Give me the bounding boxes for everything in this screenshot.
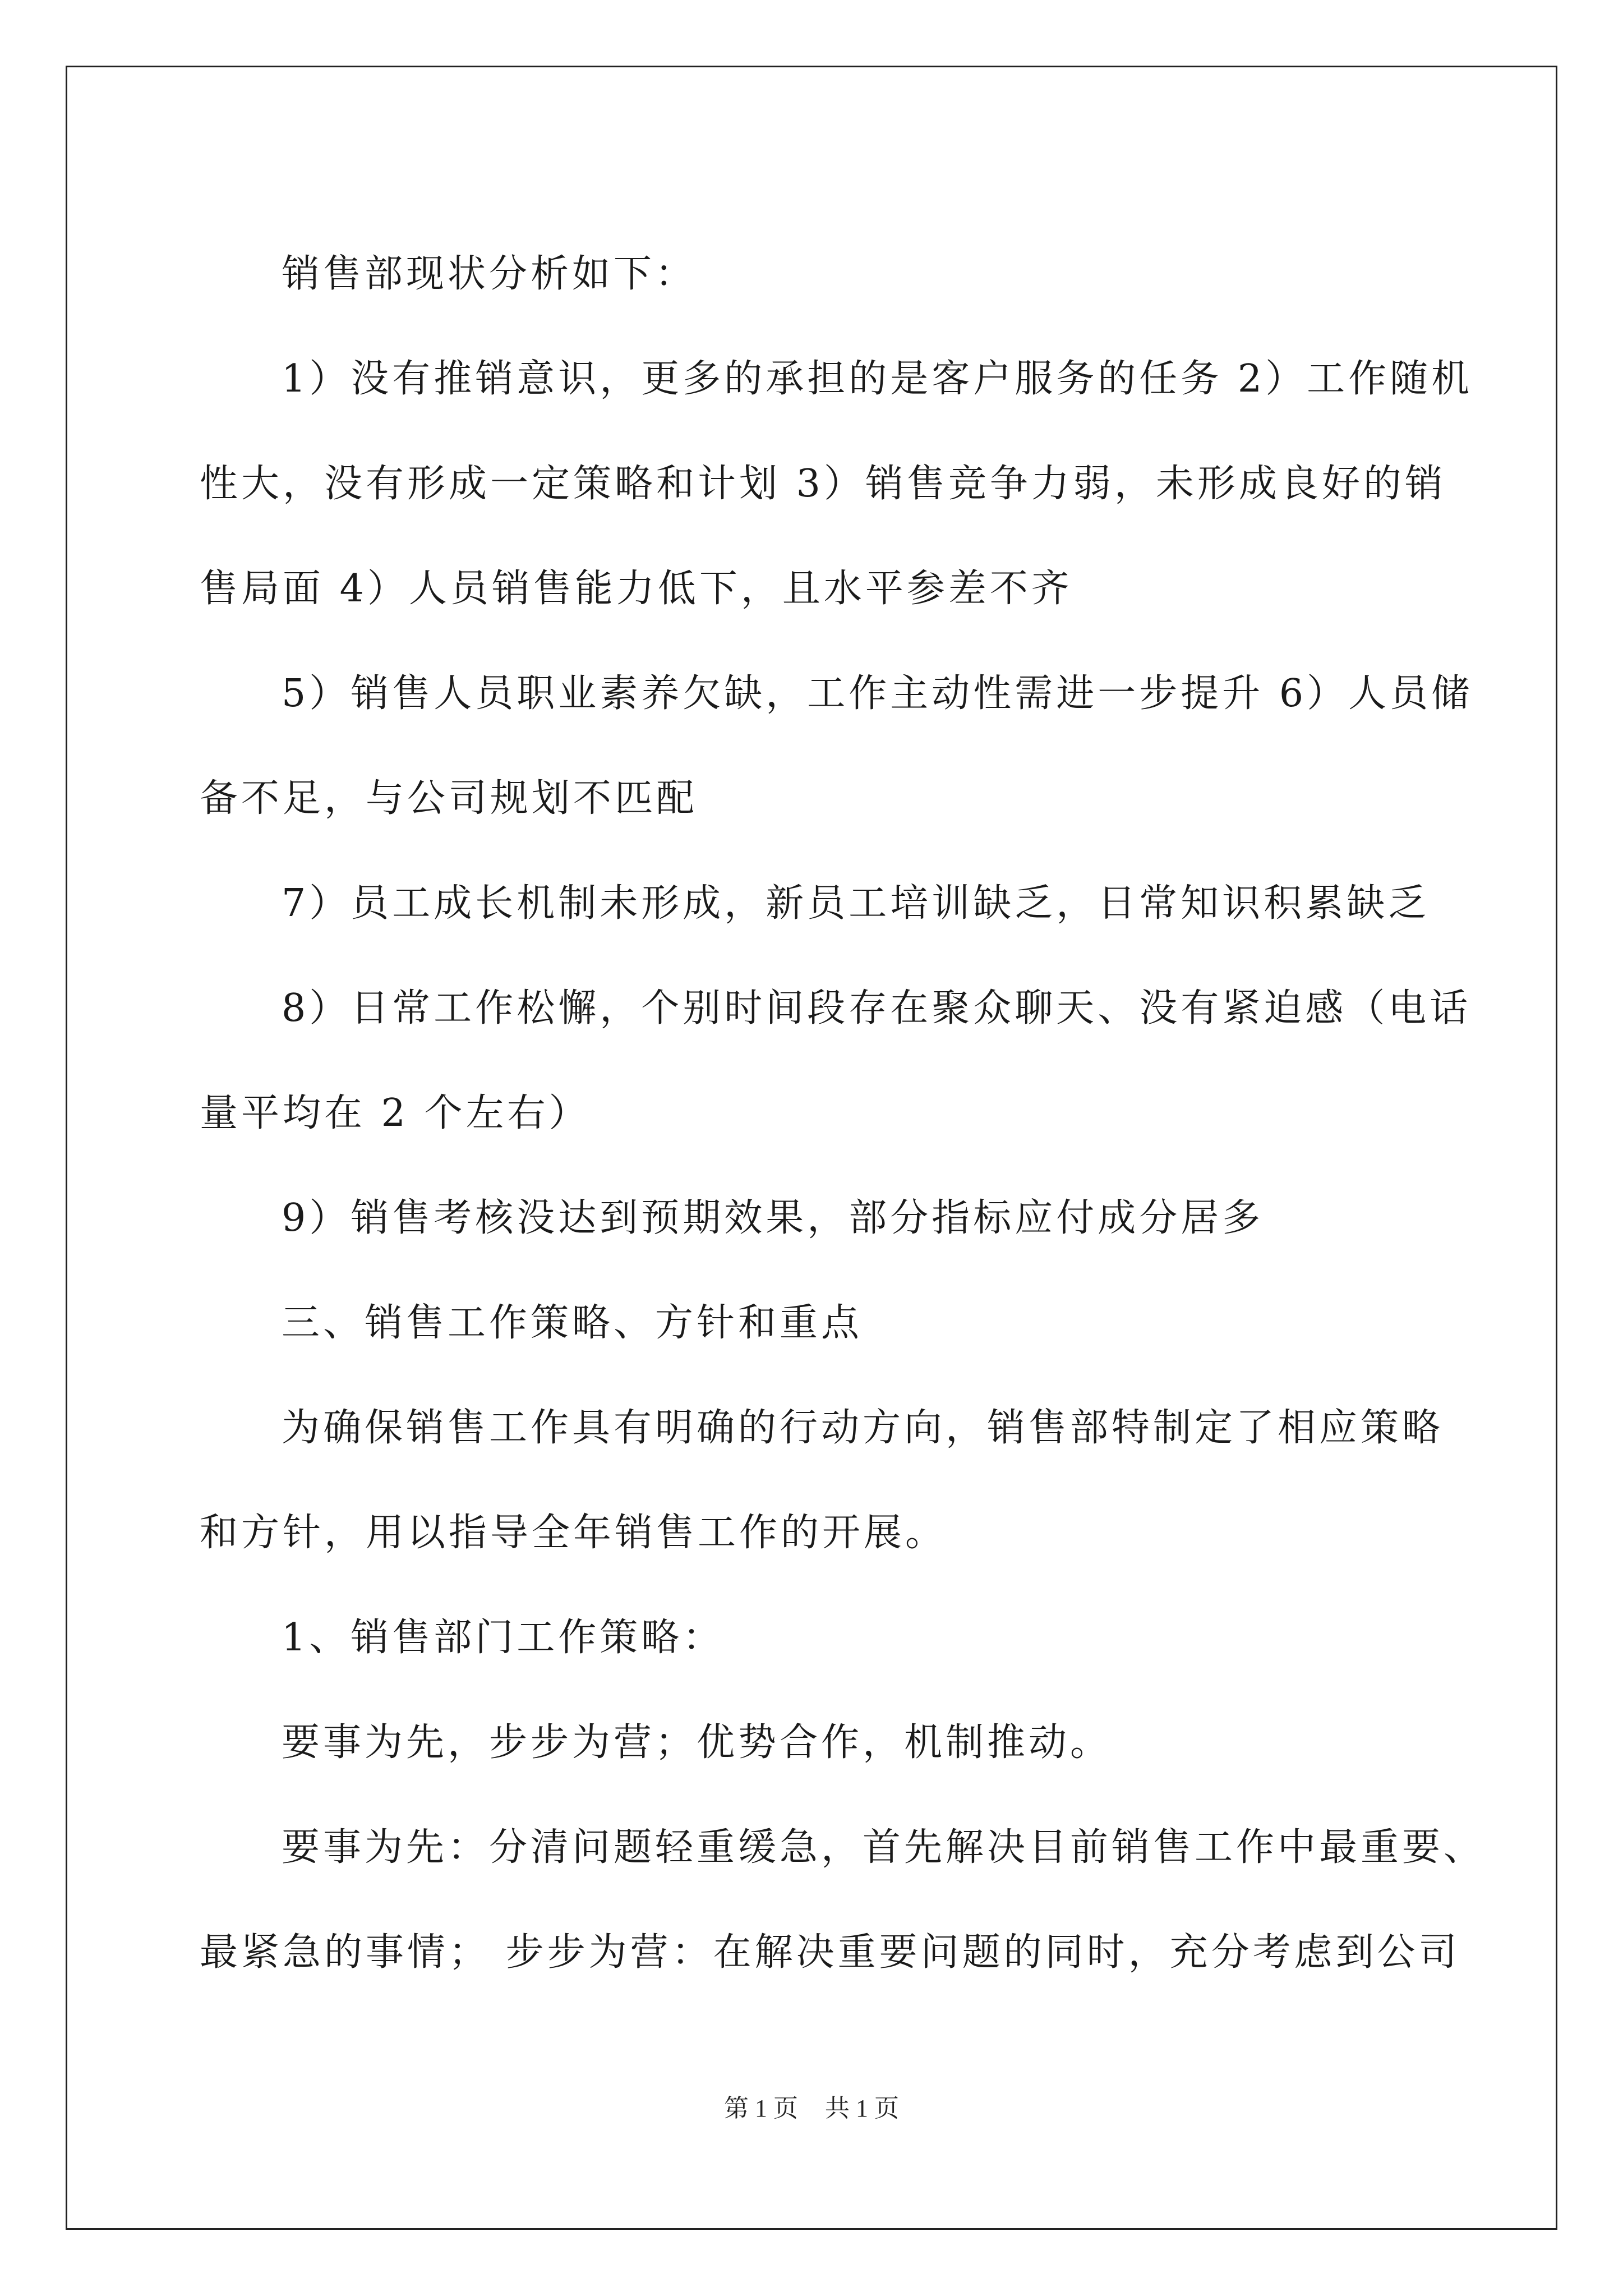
paragraph-line: 8）日常工作松懈，个别时间段存在聚众聊天、没有紧迫感（电话: [282, 986, 1472, 1030]
paragraph-line: 5）销售人员职业素养欠缺，工作主动性需进一步提升 6）人员储: [282, 671, 1473, 716]
page-footer: [0, 2088, 1623, 2124]
paragraph-line: 量平均在 2 个左右）: [200, 1091, 591, 1135]
paragraph-line: 要事为先，步步为营；优势合作，机制推动。: [282, 1720, 1112, 1765]
paragraph-line: 售局面 4）人员销售能力低下，且水平参差不齐: [200, 567, 1073, 611]
page-total: 共 1 页: [825, 2095, 899, 2122]
paragraph-line: 1）没有推销意识，更多的承担的是客户服务的任务 2）工作随机: [282, 357, 1473, 401]
section-heading: 三、销售工作策略、方针和重点: [282, 1301, 863, 1345]
page-number: 第 1 页: [724, 2095, 798, 2122]
subsection-heading: 1、销售部门工作策略：: [282, 1616, 725, 1660]
paragraph-line: 和方针，用以指导全年销售工作的开展。: [200, 1511, 947, 1555]
paragraph-line: 为确保销售工作具有明确的行动方向，销售部特制定了相应策略: [282, 1406, 1444, 1450]
paragraph-line: 最紧急的事情； 步步为营：在解决重要问题的同时，充分考虑到公司: [200, 1930, 1460, 1975]
paragraph-line: 7）员工成长机制未形成，新员工培训缺乏，日常知识积累缺乏: [282, 881, 1430, 926]
document-body: [200, 222, 1486, 2005]
section-intro: 销售部现状分析如下：: [282, 252, 697, 296]
paragraph-line: 性大，没有形成一定策略和计划 3）销售竞争力弱，未形成良好的销: [200, 462, 1446, 506]
paragraph-line: 备不足，与公司规划不匹配: [200, 776, 698, 821]
paragraph-line: 要事为先：分清问题轻重缓急，首先解决目前销售工作中最重要、: [282, 1825, 1486, 1870]
paragraph-line: 9）销售考核没达到预期效果，部分指标应付成分居多: [282, 1196, 1264, 1240]
